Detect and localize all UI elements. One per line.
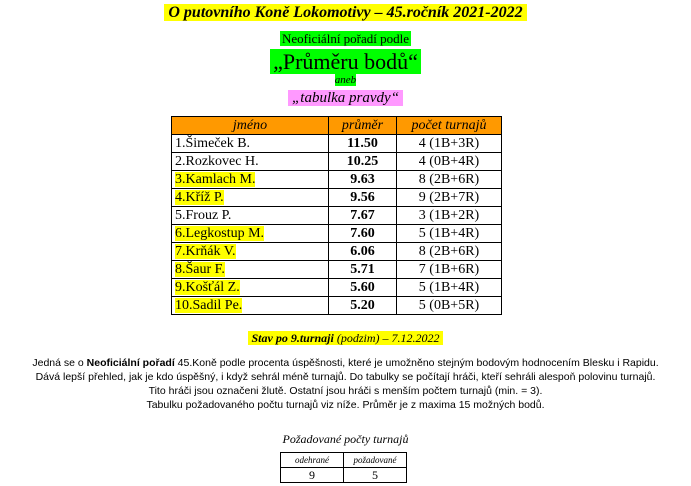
player-name-text: 1.Šimeček B.	[175, 136, 251, 151]
player-name	[172, 153, 329, 171]
player-name	[172, 189, 329, 207]
required-title: Požadované počty turnajů	[282, 432, 409, 446]
player-name	[172, 207, 329, 225]
player-name	[172, 171, 329, 189]
player-average: 7.60	[329, 225, 397, 243]
page-title	[0, 4, 691, 22]
required-table	[280, 452, 407, 483]
player-count: 5 (0B+5R)	[397, 297, 502, 315]
player-name	[172, 243, 329, 261]
table-row	[172, 297, 502, 315]
status-rest: (podzim) – 7.12.2022	[333, 331, 440, 345]
player-average: 7.67	[329, 207, 397, 225]
player-average: 11.50	[329, 135, 397, 153]
player-average: 5.71	[329, 261, 397, 279]
ranking-table	[171, 116, 502, 315]
subtitle-average	[0, 49, 691, 75]
subtitle-average-text: „Průměru bodů“	[270, 49, 421, 74]
player-name	[172, 261, 329, 279]
subtitle-or-text: aneb	[334, 74, 357, 86]
status-bold: Stav po 9.turnaji	[251, 331, 334, 345]
required-header-row	[281, 453, 407, 468]
subtitle-unofficial	[0, 31, 691, 47]
table-row	[172, 171, 502, 189]
required-required-value: 5	[344, 468, 407, 483]
header-average: průměr	[329, 117, 397, 135]
player-count: 8 (2B+6R)	[397, 243, 502, 261]
player-name-text: 4.Kříž P.	[175, 190, 224, 205]
player-name	[172, 225, 329, 243]
player-count: 5 (1B+4R)	[397, 279, 502, 297]
player-count: 4 (1B+3R)	[397, 135, 502, 153]
ranking-body	[172, 135, 502, 315]
player-count: 5 (1B+4R)	[397, 225, 502, 243]
ranking-header-row	[172, 117, 502, 135]
subtitle-unofficial-text: Neoficiální pořadí podle	[281, 31, 410, 46]
player-average: 9.56	[329, 189, 397, 207]
player-name-text: 9.Košťál Z.	[175, 280, 240, 295]
subtitle-or	[0, 74, 691, 86]
explanation-line-3: Tito hráči jsou označeni žlutě. Ostatní jsou hráči s menším počtem turnajů (min. = 3).	[148, 385, 543, 397]
explanation-paragraph	[0, 356, 691, 412]
player-name-text: 10.Sadil Pe.	[175, 298, 243, 313]
header-name: jméno	[172, 117, 329, 135]
player-name-text: 3.Kamlach M.	[175, 172, 256, 187]
table-row	[281, 468, 407, 483]
explanation-line-4: Tabulku požadovaného počtu turnajů viz níže. Průměr je z maxima 15 možných bodů.	[146, 399, 545, 411]
player-name	[172, 279, 329, 297]
player-count: 4 (0B+4R)	[397, 153, 502, 171]
table-row	[172, 189, 502, 207]
status-box	[248, 331, 442, 345]
explanation-line-1	[0, 356, 691, 370]
required-played-value: 9	[281, 468, 344, 483]
table-row	[172, 225, 502, 243]
explanation-line-2: Dává lepší přehled, jak je kdo úspěšný, i když sehrál méně turnajů. Do tabulky se počítají hráči, kteří sehráli alespoň polovinu turnajů.	[35, 371, 656, 383]
player-average: 9.63	[329, 171, 397, 189]
required-header-played: odehrané	[281, 453, 344, 468]
player-count: 8 (2B+6R)	[397, 171, 502, 189]
subtitle-truth-table-text: „tabulka pravdy“	[288, 90, 403, 106]
table-row	[172, 243, 502, 261]
explanation-line-1-post: 45.Koně podle procenta úspěšnosti, které je umožněno stejným bodovým hodnocením Blesku i Rapidu.	[174, 357, 659, 369]
table-row	[172, 153, 502, 171]
player-average: 5.60	[329, 279, 397, 297]
subtitle-truth-table	[0, 90, 691, 107]
player-count: 9 (2B+7R)	[397, 189, 502, 207]
status-line	[0, 331, 691, 346]
player-count: 7 (1B+6R)	[397, 261, 502, 279]
table-row	[172, 207, 502, 225]
player-average: 6.06	[329, 243, 397, 261]
player-name-text: 5.Frouz P.	[175, 208, 232, 223]
player-average: 5.20	[329, 297, 397, 315]
table-row	[172, 261, 502, 279]
header-tournament-count: počet turnajů	[397, 117, 502, 135]
player-name-text: 7.Krňák V.	[175, 244, 236, 259]
player-average: 10.25	[329, 153, 397, 171]
explanation-line-1-pre: Jedná se o	[32, 357, 87, 369]
player-count: 3 (1B+2R)	[397, 207, 502, 225]
page-title-text: O putovního Koně Lokomotivy – 45.ročník 2021-2022	[164, 4, 526, 21]
player-name-text: 8.Šaur F.	[175, 262, 225, 277]
explanation-line-1-bold: Neoficiální pořadí	[86, 357, 175, 369]
player-name	[172, 135, 329, 153]
table-row	[172, 279, 502, 297]
required-header-required: požadované	[344, 453, 407, 468]
player-name	[172, 297, 329, 315]
player-name-text: 2.Rozkovec H.	[175, 154, 259, 169]
player-name-text: 6.Legkostup M.	[175, 226, 265, 241]
table-row	[172, 135, 502, 153]
